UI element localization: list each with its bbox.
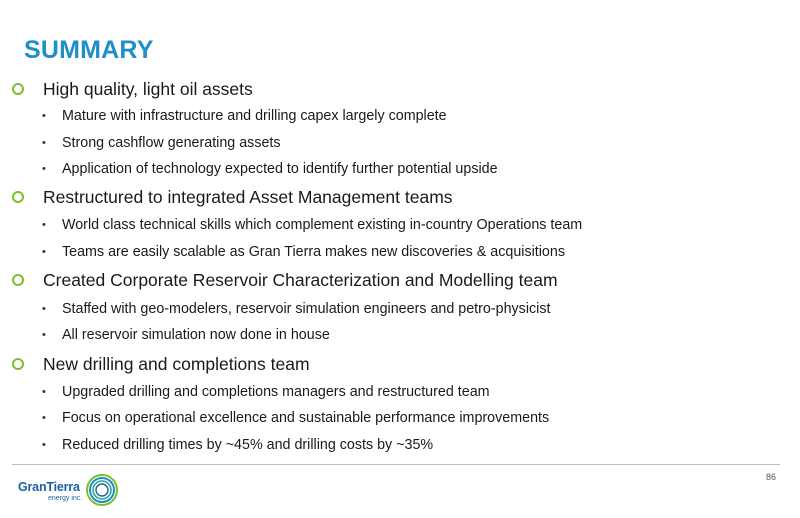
section-heading-text: Created Corporate Reservoir Characterization and Modelling team bbox=[43, 269, 558, 290]
bullet-dot-icon: • bbox=[42, 329, 46, 341]
sub-bullet bbox=[42, 299, 550, 319]
bullet-dot-icon: • bbox=[42, 137, 46, 149]
green-ring-bullet-icon bbox=[12, 358, 24, 370]
section-heading bbox=[12, 268, 558, 292]
logo-wordmark: GranTierra bbox=[18, 480, 80, 494]
sub-bullet bbox=[42, 242, 565, 262]
sub-bullet-text: Reduced drilling times by ~45% and drilling costs by ~35% bbox=[62, 437, 434, 453]
bullet-dot-icon: • bbox=[42, 219, 46, 231]
page-number: 86 bbox=[765, 472, 776, 482]
bullet-dot-icon: • bbox=[42, 163, 46, 175]
section-heading bbox=[12, 77, 253, 101]
sub-bullet-text: Focus on operational excellence and sustainable performance improvements bbox=[62, 410, 550, 426]
sub-bullet bbox=[42, 325, 330, 345]
bullet-dot-icon: • bbox=[42, 439, 46, 451]
sub-bullet bbox=[42, 133, 281, 153]
sub-bullet bbox=[42, 215, 582, 235]
company-logo bbox=[18, 470, 128, 510]
slide-title: SUMMARY bbox=[24, 36, 154, 64]
green-ring-bullet-icon bbox=[12, 274, 24, 286]
sub-bullet bbox=[42, 435, 433, 455]
sub-bullet-text: Mature with infrastructure and drilling capex largely complete bbox=[62, 108, 447, 124]
section-heading-text: High quality, light oil assets bbox=[43, 78, 253, 99]
sub-bullet-text: World class technical skills which complement existing in-country Operations team bbox=[62, 217, 583, 233]
sub-bullet-text: Strong cashflow generating assets bbox=[62, 135, 281, 151]
logo-tagline: energy inc. bbox=[48, 495, 83, 502]
green-ring-bullet-icon bbox=[12, 83, 24, 95]
section-heading-text: Restructured to integrated Asset Management teams bbox=[43, 186, 453, 207]
bullet-dot-icon: • bbox=[42, 386, 46, 398]
section-heading bbox=[12, 185, 453, 209]
sub-bullet-text: Application of technology expected to identify further potential upside bbox=[62, 161, 498, 177]
green-ring-bullet-icon bbox=[12, 191, 24, 203]
sub-bullet bbox=[42, 382, 490, 402]
sub-bullet-text: Staffed with geo-modelers, reservoir simulation engineers and petro-physicist bbox=[62, 301, 551, 317]
footer-divider bbox=[12, 464, 780, 465]
bullet-dot-icon: • bbox=[42, 110, 46, 122]
sub-bullet-text: All reservoir simulation now done in house bbox=[62, 327, 330, 343]
section-heading-text: New drilling and completions team bbox=[43, 353, 310, 374]
sub-bullet-text: Upgraded drilling and completions managers and restructured team bbox=[62, 384, 490, 400]
sub-bullet-text: Teams are easily scalable as Gran Tierra makes new discoveries & acquisitions bbox=[62, 244, 565, 260]
section-heading bbox=[12, 352, 310, 376]
bullet-dot-icon: • bbox=[42, 246, 46, 258]
sub-bullet bbox=[42, 159, 498, 179]
bullet-dot-icon: • bbox=[42, 303, 46, 315]
swirl-logo-icon bbox=[84, 472, 120, 508]
bullet-dot-icon: • bbox=[42, 412, 46, 424]
sub-bullet bbox=[42, 106, 447, 126]
sub-bullet bbox=[42, 408, 549, 428]
